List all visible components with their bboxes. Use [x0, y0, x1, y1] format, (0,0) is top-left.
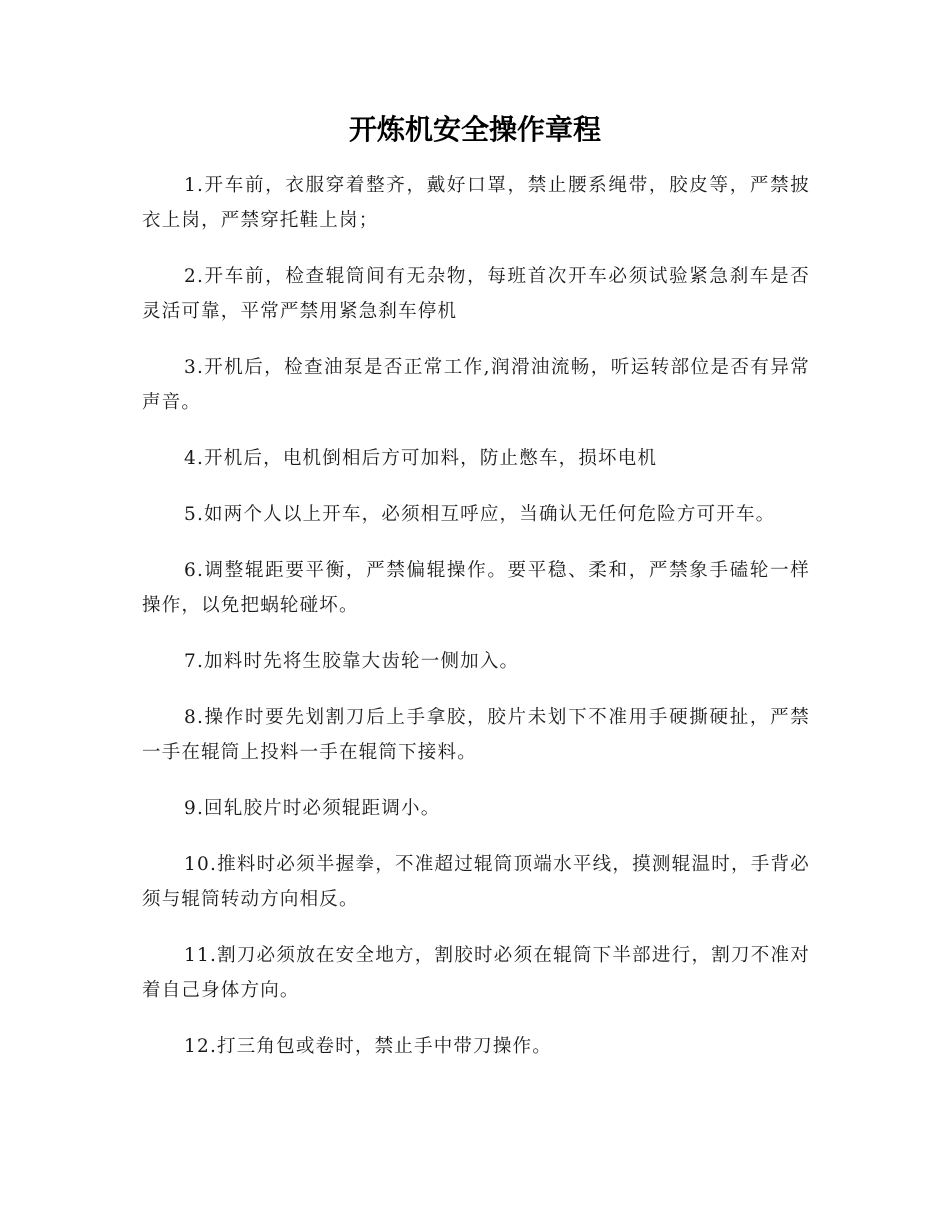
paragraph-8: 8.操作时要先划割刀后上手拿胶，胶片未划下不准用手硬撕硬扯，严禁一手在辊筒上投料一手在辊筒下接料。: [142, 707, 810, 763]
paragraph-6: 6.调整辊距要平衡，严禁偏辊操作。要平稳、柔和，严禁象手磕轮一样操作，以免把蜗轮碰坏。: [142, 560, 810, 616]
document-body: [142, 168, 810, 1085]
paragraph-10: 10.推料时必须半握拳，不准超过辊筒顶端水平线，摸测辊温时，手背必须与辊筒转动方向相反。: [142, 854, 810, 910]
paragraph-2: 2.开车前，检查辊筒间有无杂物，每班首次开车必须试验紧急刹车是否灵活可靠，平常严禁用紧急刹车停机: [142, 266, 810, 322]
paragraph-12: 12.打三角包或卷时，禁止手中带刀操作。: [184, 1036, 552, 1057]
paragraph-7: 7.加料时先将生胶靠大齿轮一侧加入。: [184, 651, 520, 672]
paragraph-11: 11.割刀必须放在安全地方，割胶时必须在辊筒下半部进行，割刀不准对着自己身体方向。: [142, 945, 810, 1001]
paragraph-4: 4.开机后，电机倒相后方可加料，防止憋车，损坏电机: [184, 448, 658, 469]
page-title: 开炼机安全操作章程: [348, 113, 601, 146]
paragraph-1: 1.开车前，衣服穿着整齐，戴好口罩，禁止腰系绳带，胶皮等，严禁披衣上岗，严禁穿托鞋上岗；: [142, 175, 810, 231]
paragraph-3: 3.开机后，检查油泵是否正常工作,润滑油流畅，听运转部位是否有异常声音。: [142, 357, 810, 413]
paragraph-9: 9.回轧胶片时必须辊距调小。: [184, 798, 441, 819]
paragraph-5: 5.如两个人以上开车，必须相互呼应，当确认无任何危险方可开车。: [184, 504, 776, 525]
